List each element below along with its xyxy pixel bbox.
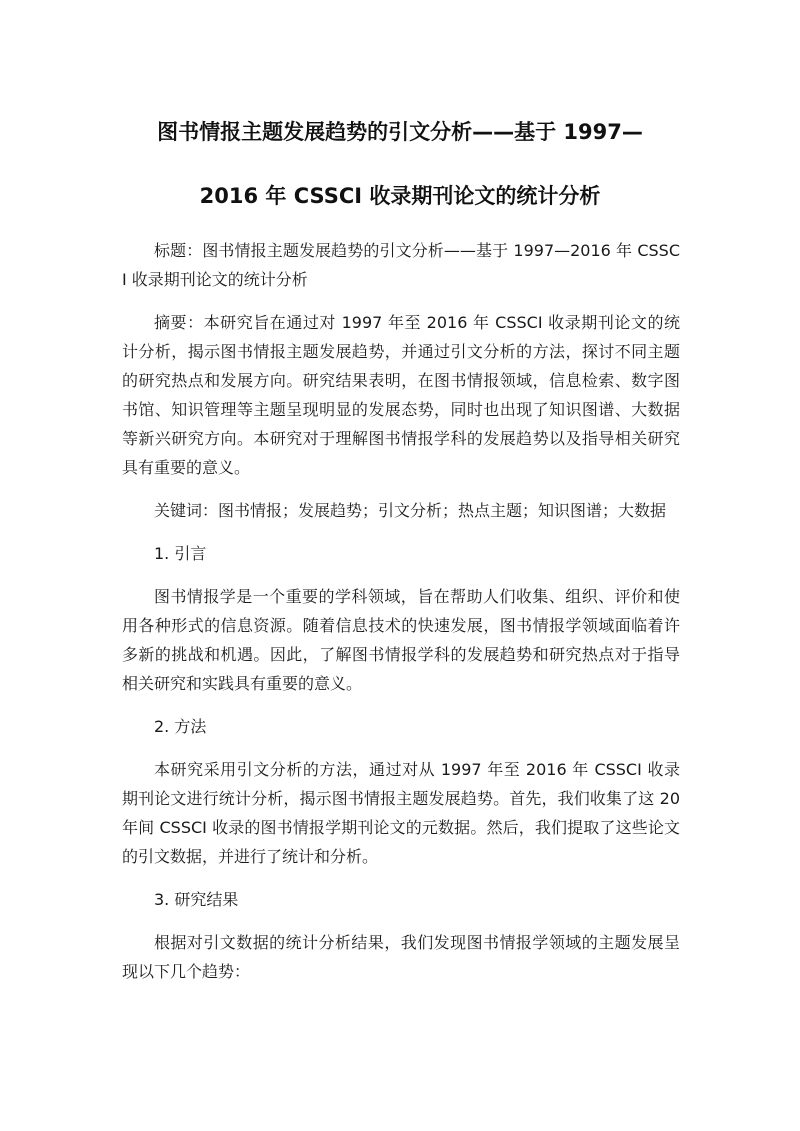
section-heading-method: 2. 方法 <box>154 717 207 736</box>
keywords-paragraph: 关键词：图书情报；发展趋势；引文分析；热点主题；知识图谱；大数据 <box>154 501 667 520</box>
document-title-line-2: 2016 年 CSSCI 收录期刊论文的统计分析 <box>199 184 601 208</box>
section-heading-results: 3. 研究结果 <box>154 890 239 909</box>
document-title-line-1: 图书情报主题发展趋势的引文分析——基于 1997— <box>157 120 643 144</box>
abstract-paragraph: 摘要：本研究旨在通过对 1997 年至 2016 年 CSSCI 收录期刊论文的统计分析，揭示图书情报主题发展趋势，并通过引文分析的方法，探讨不同主题的研究热点和发展方向。研究结果表明，在图书情报领域，信息检索、数字图书馆、知识管理等主题呈现明显的发展态势，同时也出现了知识图谱、大数据等新兴研究方向。本研究对于理解图书情报学科的发展趋势以及指导相关研究具有重要的意义。 <box>122 313 680 477</box>
section-text-results: 根据对引文数据的统计分析结果，我们发现图书情报学领域的主题发展呈现以下几个趋势： <box>122 933 680 981</box>
title-paragraph: 标题：图书情报主题发展趋势的引文分析——基于 1997—2016 年 CSSCI 收录期刊论文的统计分析 <box>122 241 680 289</box>
document-body <box>122 236 680 1000</box>
section-text-method: 本研究采用引文分析的方法，通过对从 1997 年至 2016 年 CSSCI 收录期刊论文进行统计分析，揭示图书情报主题发展趋势。首先，我们收集了这 20 年间 CSSCI 收录的图书情报学期刊论文的元数据。然后，我们提取了这些论文的引文数据，并进行了统计和分析。 <box>122 760 680 866</box>
document-title <box>110 100 690 228</box>
section-heading-introduction: 1. 引言 <box>154 544 207 563</box>
section-text-introduction: 图书情报学是一个重要的学科领域，旨在帮助人们收集、组织、评价和使用各种形式的信息资源。随着信息技术的快速发展，图书情报学领域面临着许多新的挑战和机遇。因此，了解图书情报学科的发展趋势和研究热点对于指导相关研究和实践具有重要的意义。 <box>122 587 680 693</box>
